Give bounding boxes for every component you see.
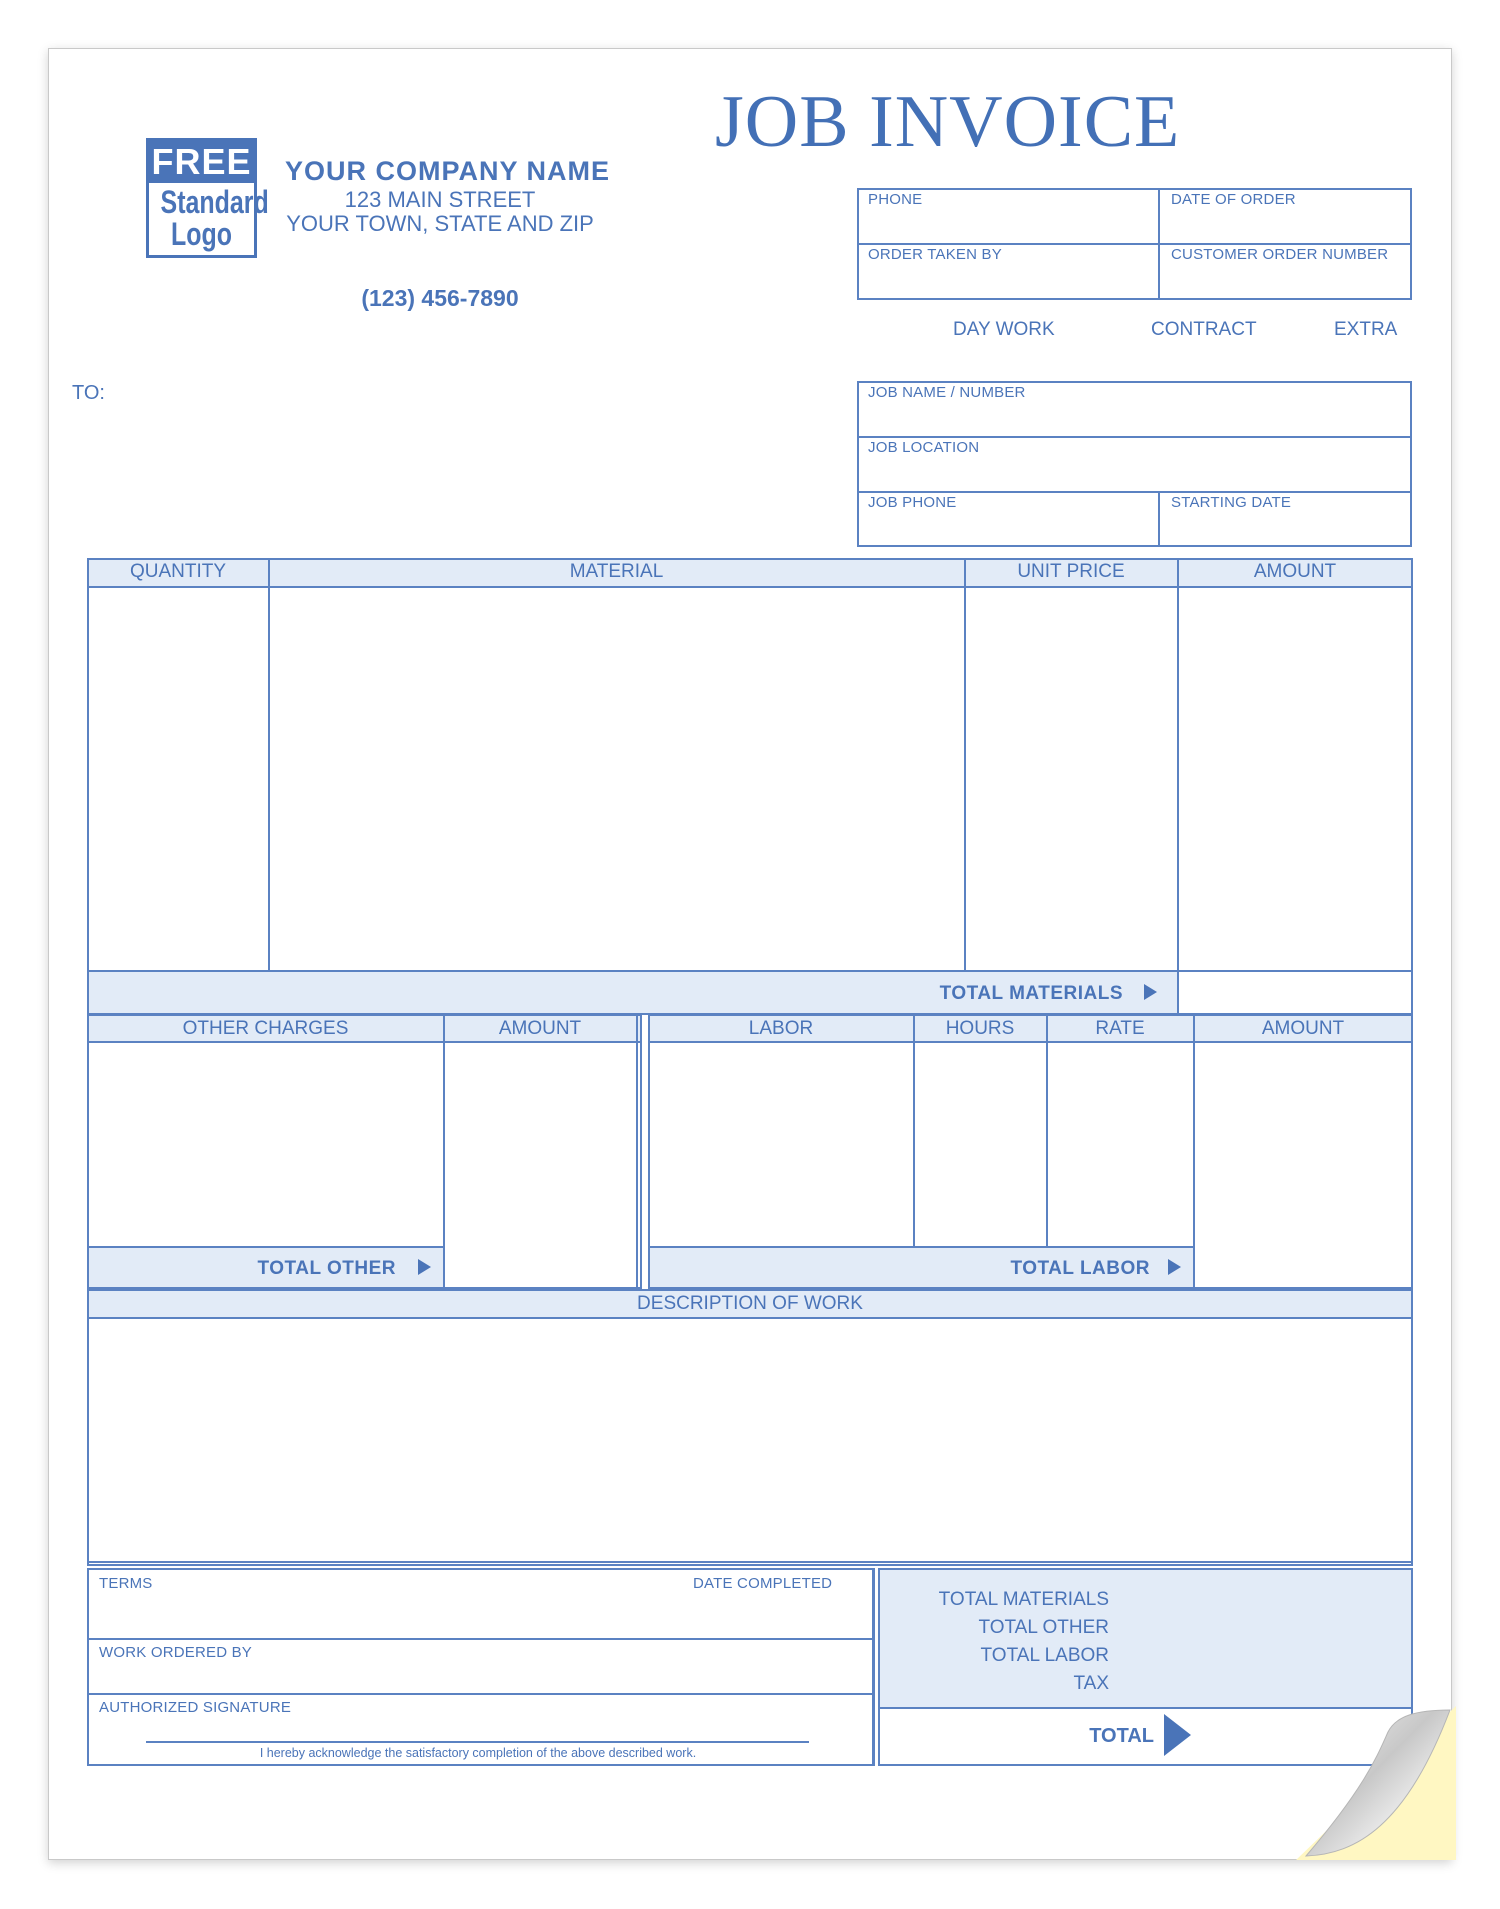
labor-amount-column-header: AMOUNT bbox=[1261, 1018, 1345, 1039]
logo-free-label: FREE bbox=[149, 141, 254, 183]
materials-table bbox=[87, 558, 1413, 1015]
summary-total-other: TOTAL OTHER bbox=[978, 1617, 1109, 1638]
unit-price-column-header: UNIT PRICE bbox=[1017, 561, 1125, 582]
company-name: YOUR COMPANY NAME bbox=[285, 156, 611, 186]
hours-column-header: HOURS bbox=[945, 1018, 1015, 1039]
grand-total-label: TOTAL bbox=[1089, 1725, 1154, 1747]
total-other-arrow-icon bbox=[418, 1259, 431, 1275]
summary-total-labor: TOTAL LABOR bbox=[980, 1645, 1109, 1666]
work-ordered-by-field[interactable]: WORK ORDERED BY bbox=[99, 1644, 253, 1661]
job-phone-field[interactable]: JOB PHONE bbox=[868, 494, 957, 511]
total-labor-label: TOTAL LABOR bbox=[1010, 1258, 1150, 1279]
job-info-box bbox=[857, 381, 1412, 547]
job-location-field[interactable]: JOB LOCATION bbox=[868, 439, 980, 456]
signature-line bbox=[146, 1741, 809, 1743]
work-type-extra[interactable]: EXTRA bbox=[1334, 319, 1398, 340]
company-street: 123 MAIN STREET bbox=[344, 187, 536, 212]
job-name-number-field[interactable]: JOB NAME / NUMBER bbox=[868, 384, 1026, 401]
description-of-work-header: DESCRIPTION OF WORK bbox=[637, 1293, 863, 1314]
date-of-order-field[interactable]: DATE OF ORDER bbox=[1171, 191, 1296, 208]
materials-amount-column-header: AMOUNT bbox=[1253, 561, 1337, 582]
total-other-label: TOTAL OTHER bbox=[257, 1258, 396, 1279]
total-labor-arrow-icon bbox=[1168, 1259, 1181, 1275]
customer-order-number-field[interactable]: CUSTOMER ORDER NUMBER bbox=[1171, 246, 1389, 263]
description-of-work-box[interactable] bbox=[87, 1289, 1413, 1566]
other-amount-column-header: AMOUNT bbox=[498, 1018, 582, 1039]
terms-signature-box bbox=[87, 1568, 875, 1766]
work-type-contract[interactable]: CONTRACT bbox=[1151, 319, 1257, 340]
company-phone: (123) 456-7890 bbox=[361, 285, 519, 311]
work-type-day-work[interactable]: DAY WORK bbox=[953, 319, 1055, 340]
terms-field[interactable]: TERMS bbox=[99, 1575, 153, 1592]
grand-total-arrow-icon bbox=[1164, 1714, 1191, 1756]
company-city: YOUR TOWN, STATE AND ZIP bbox=[286, 211, 594, 236]
page-curl-icon bbox=[1296, 1706, 1456, 1866]
logo-standard-label: Standard bbox=[160, 184, 269, 220]
other-charges-table bbox=[87, 1014, 642, 1289]
to-label: TO: bbox=[72, 382, 105, 404]
authorized-signature-field[interactable]: AUTHORIZED SIGNATURE bbox=[99, 1699, 292, 1716]
material-column-header: MATERIAL bbox=[569, 561, 664, 582]
labor-column-header: LABOR bbox=[748, 1018, 814, 1039]
logo-logo-label: Logo bbox=[171, 216, 232, 252]
phone-field[interactable]: PHONE bbox=[868, 191, 923, 208]
company-logo bbox=[146, 138, 269, 258]
total-materials-arrow-icon bbox=[1144, 984, 1157, 1000]
date-completed-field[interactable]: DATE COMPLETED bbox=[693, 1575, 833, 1592]
summary-tax: TAX bbox=[1073, 1673, 1109, 1694]
other-charges-column-header: OTHER CHARGES bbox=[182, 1018, 349, 1039]
summary-total-materials: TOTAL MATERIALS bbox=[938, 1589, 1109, 1610]
order-taken-by-field[interactable]: ORDER TAKEN BY bbox=[868, 246, 1002, 263]
document-title: JOB INVOICE bbox=[715, 81, 1181, 163]
rate-column-header: RATE bbox=[1095, 1018, 1145, 1039]
quantity-column-header: QUANTITY bbox=[129, 561, 227, 582]
total-materials-label: TOTAL MATERIALS bbox=[939, 983, 1123, 1004]
starting-date-field[interactable]: STARTING DATE bbox=[1171, 494, 1292, 511]
labor-table bbox=[648, 1014, 1413, 1289]
acknowledgement-text: I hereby acknowledge the satisfactory completion of the above described work. bbox=[259, 1746, 697, 1760]
